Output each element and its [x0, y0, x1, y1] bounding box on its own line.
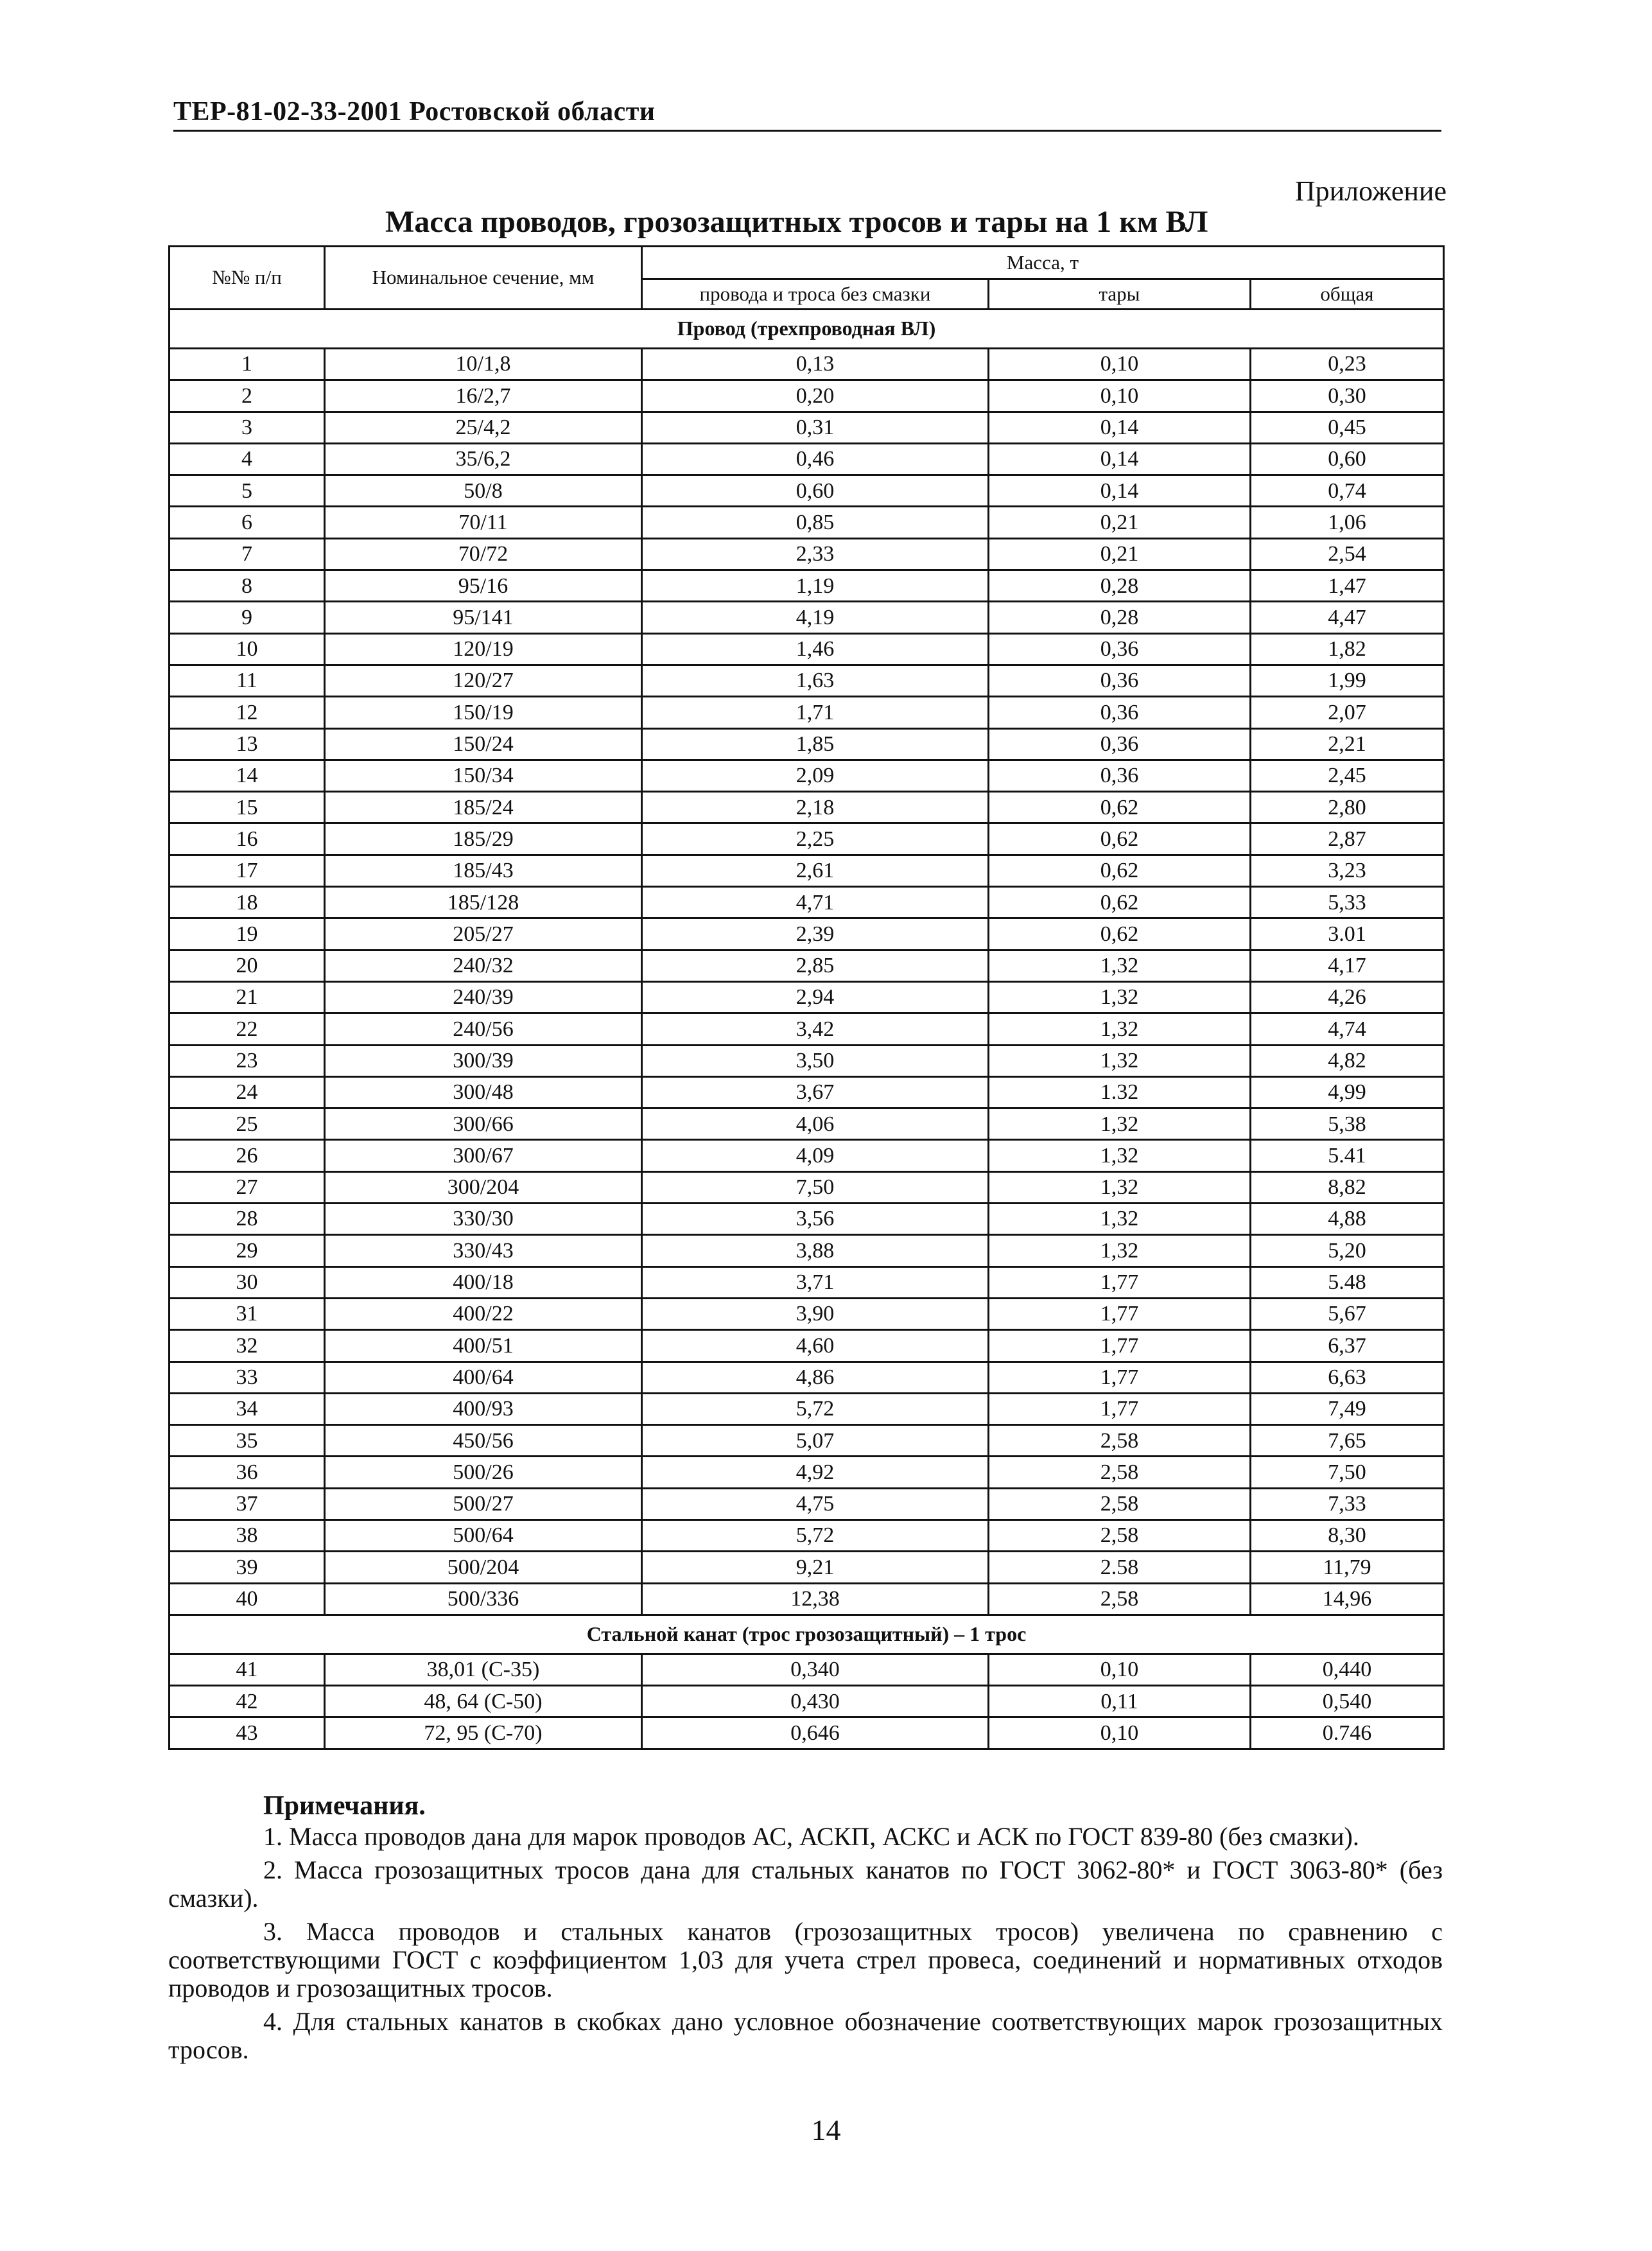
nominal-section-cell: 450/56 [325, 1425, 642, 1457]
row-number-cell: 11 [170, 665, 325, 696]
total-mass-cell: 0,540 [1251, 1686, 1444, 1717]
wire-mass-cell: 0,85 [642, 507, 989, 538]
row-number-cell: 43 [170, 1717, 325, 1749]
tare-mass-cell: 0,62 [989, 855, 1251, 886]
total-mass-cell: 7,33 [1251, 1488, 1444, 1520]
total-mass-cell: 4,99 [1251, 1076, 1444, 1108]
wire-mass-cell: 4,09 [642, 1140, 989, 1171]
table-row [170, 1171, 1444, 1203]
table-row [170, 1552, 1444, 1583]
row-number-cell: 8 [170, 570, 325, 602]
row-number-cell: 12 [170, 697, 325, 728]
table-row [170, 602, 1444, 633]
table-row [170, 918, 1444, 950]
total-mass-cell: 14,96 [1251, 1583, 1444, 1615]
page-number: 14 [811, 2114, 841, 2146]
nominal-section-cell: 35/6,2 [325, 443, 642, 475]
total-mass-cell: 1,47 [1251, 570, 1444, 602]
table-row [170, 1686, 1444, 1717]
table-row [170, 412, 1444, 443]
table-row [170, 507, 1444, 538]
tare-mass-cell: 1,77 [989, 1266, 1251, 1298]
total-mass-cell: 4,82 [1251, 1045, 1444, 1076]
wire-mass-cell: 2,39 [642, 918, 989, 950]
table-row [170, 1583, 1444, 1615]
tare-mass-cell: 0,36 [989, 728, 1251, 760]
wire-mass-cell: 0,31 [642, 412, 989, 443]
row-number-cell: 24 [170, 1076, 325, 1108]
row-number-cell: 17 [170, 855, 325, 886]
total-mass-cell: 3.01 [1251, 918, 1444, 950]
wire-mass-cell: 4,71 [642, 887, 989, 918]
nominal-section-cell: 300/48 [325, 1076, 642, 1108]
table-row [170, 855, 1444, 886]
row-number-cell: 40 [170, 1583, 325, 1615]
document-header: ТЕР-81-02-33-2001 Ростовской области [173, 96, 1441, 132]
total-mass-cell: 0,74 [1251, 475, 1444, 507]
nominal-section-cell: 38,01 (С-35) [325, 1654, 642, 1685]
row-number-cell: 26 [170, 1140, 325, 1171]
wire-mass-cell: 4,60 [642, 1330, 989, 1362]
total-mass-cell: 7,50 [1251, 1457, 1444, 1488]
column-header-number: №№ п/п [170, 247, 325, 310]
row-number-cell: 14 [170, 760, 325, 791]
wire-mass-cell: 12,38 [642, 1583, 989, 1615]
nominal-section-cell: 400/93 [325, 1393, 642, 1424]
total-mass-cell: 11,79 [1251, 1552, 1444, 1583]
tare-mass-cell: 0,10 [989, 349, 1251, 380]
row-number-cell: 38 [170, 1520, 325, 1551]
wire-mass-cell: 0,340 [642, 1654, 989, 1685]
note-item: 2. Масса грозозащитных тросов дана для стальных канатов по ГОСТ 3062-80* и ГОСТ 3063-80* (без смазки). [168, 1855, 1443, 1913]
table-row [170, 1654, 1444, 1685]
row-number-cell: 9 [170, 602, 325, 633]
nominal-section-cell: 240/56 [325, 1013, 642, 1045]
note-item: 4. Для стальных канатов в скобках дано условное обозначение соответствующих марок грозозащитных тросов. [168, 2007, 1443, 2064]
row-number-cell: 19 [170, 918, 325, 950]
row-number-cell: 30 [170, 1266, 325, 1298]
table-row [170, 1076, 1444, 1108]
nominal-section-cell: 500/26 [325, 1457, 642, 1488]
table-row [170, 380, 1444, 412]
table-row [170, 665, 1444, 696]
table-row [170, 1140, 1444, 1171]
nominal-section-cell: 120/19 [325, 633, 642, 665]
table-row [170, 1717, 1444, 1749]
tare-mass-cell: 0,11 [989, 1686, 1251, 1717]
tare-mass-cell: 0,28 [989, 570, 1251, 602]
total-mass-cell: 2,45 [1251, 760, 1444, 791]
wire-mass-cell: 7,50 [642, 1171, 989, 1203]
row-number-cell: 37 [170, 1488, 325, 1520]
tare-mass-cell: 1,32 [989, 1140, 1251, 1171]
total-mass-cell: 7,49 [1251, 1393, 1444, 1424]
tare-mass-cell: 1,77 [989, 1298, 1251, 1329]
row-number-cell: 7 [170, 538, 325, 570]
appendix-label: Приложение [1294, 175, 1447, 207]
tare-mass-cell: 0,36 [989, 633, 1251, 665]
total-mass-cell: 2,54 [1251, 538, 1444, 570]
total-mass-cell: 6,37 [1251, 1330, 1444, 1362]
tare-mass-cell: 0,14 [989, 412, 1251, 443]
column-header-mass-group: Масса, т [642, 247, 1444, 279]
total-mass-cell: 2,21 [1251, 728, 1444, 760]
table-row [170, 792, 1444, 823]
column-header-section: Номинальное сечение, мм [325, 247, 642, 310]
nominal-section-cell: 70/11 [325, 507, 642, 538]
wire-mass-cell: 4,75 [642, 1488, 989, 1520]
total-mass-cell: 0,440 [1251, 1654, 1444, 1685]
total-mass-cell: 8,82 [1251, 1171, 1444, 1203]
total-mass-cell: 4,88 [1251, 1204, 1444, 1235]
total-mass-cell: 4,74 [1251, 1013, 1444, 1045]
tare-mass-cell: 1,77 [989, 1393, 1251, 1424]
nominal-section-cell: 150/34 [325, 760, 642, 791]
total-mass-cell: 5,67 [1251, 1298, 1444, 1329]
notes-heading: Примечания. [263, 1791, 426, 1821]
table-row [170, 823, 1444, 855]
row-number-cell: 21 [170, 981, 325, 1013]
tare-mass-cell: 0,62 [989, 792, 1251, 823]
wire-mass-cell: 5,72 [642, 1520, 989, 1551]
row-number-cell: 39 [170, 1552, 325, 1583]
row-number-cell: 22 [170, 1013, 325, 1045]
tare-mass-cell: 0,28 [989, 602, 1251, 633]
tare-mass-cell: 1.32 [989, 1076, 1251, 1108]
table-row [170, 633, 1444, 665]
row-number-cell: 18 [170, 887, 325, 918]
tare-mass-cell: 1,77 [989, 1330, 1251, 1362]
total-mass-cell: 2,80 [1251, 792, 1444, 823]
total-mass-cell: 3,23 [1251, 855, 1444, 886]
nominal-section-cell: 150/19 [325, 697, 642, 728]
note-item: 1. Масса проводов дана для марок проводов АС, АСКП, АСКС и АСК по ГОСТ 839-80 (без смазки). [263, 1822, 1359, 1851]
table-row [170, 443, 1444, 475]
wire-mass-cell: 2,33 [642, 538, 989, 570]
wire-mass-cell: 1,19 [642, 570, 989, 602]
total-mass-cell: 2,87 [1251, 823, 1444, 855]
row-number-cell: 34 [170, 1393, 325, 1424]
row-number-cell: 10 [170, 633, 325, 665]
total-mass-cell: 0.746 [1251, 1717, 1444, 1749]
tare-mass-cell: 2,58 [989, 1425, 1251, 1457]
wire-mass-cell: 2,09 [642, 760, 989, 791]
nominal-section-cell: 72, 95 (С-70) [325, 1717, 642, 1749]
nominal-section-cell: 16/2,7 [325, 380, 642, 412]
nominal-section-cell: 205/27 [325, 918, 642, 950]
table-row [170, 570, 1444, 602]
wire-mass-cell: 3,50 [642, 1045, 989, 1076]
column-header-total-mass: общая [1251, 279, 1444, 310]
total-mass-cell: 5,20 [1251, 1235, 1444, 1266]
tare-mass-cell: 0,62 [989, 887, 1251, 918]
nominal-section-cell: 185/43 [325, 855, 642, 886]
tare-mass-cell: 2.58 [989, 1552, 1251, 1583]
tare-mass-cell: 0,36 [989, 697, 1251, 728]
nominal-section-cell: 120/27 [325, 665, 642, 696]
nominal-section-cell: 185/29 [325, 823, 642, 855]
tare-mass-cell: 2,58 [989, 1457, 1251, 1488]
row-number-cell: 25 [170, 1108, 325, 1140]
nominal-section-cell: 400/51 [325, 1330, 642, 1362]
nominal-section-cell: 500/27 [325, 1488, 642, 1520]
total-mass-cell: 6,63 [1251, 1362, 1444, 1393]
tare-mass-cell: 1,77 [989, 1362, 1251, 1393]
nominal-section-cell: 10/1,8 [325, 349, 642, 380]
tare-mass-cell: 2,58 [989, 1488, 1251, 1520]
row-number-cell: 41 [170, 1654, 325, 1685]
tare-mass-cell: 0,10 [989, 1717, 1251, 1749]
total-mass-cell: 0,45 [1251, 412, 1444, 443]
wire-mass-cell: 5,07 [642, 1425, 989, 1457]
table-title: Масса проводов, грозозащитных тросов и тары на 1 км ВЛ [385, 205, 1208, 239]
tare-mass-cell: 1,32 [989, 1013, 1251, 1045]
table-row [170, 1520, 1444, 1551]
row-number-cell: 16 [170, 823, 325, 855]
wire-mass-cell: 0,46 [642, 443, 989, 475]
wire-mass-cell: 1,71 [642, 697, 989, 728]
tare-mass-cell: 0,21 [989, 538, 1251, 570]
table-row [170, 1425, 1444, 1457]
row-number-cell: 15 [170, 792, 325, 823]
nominal-section-cell: 150/24 [325, 728, 642, 760]
row-number-cell: 32 [170, 1330, 325, 1362]
mass-table [168, 245, 1445, 1750]
total-mass-cell: 1,99 [1251, 665, 1444, 696]
nominal-section-cell: 300/204 [325, 1171, 642, 1203]
tare-mass-cell: 0,14 [989, 443, 1251, 475]
nominal-section-cell: 500/64 [325, 1520, 642, 1551]
nominal-section-cell: 330/43 [325, 1235, 642, 1266]
tare-mass-cell: 2,58 [989, 1583, 1251, 1615]
note-item: 3. Масса проводов и стальных канатов (грозозащитных тросов) увеличена по сравнению с соответствующими ГОСТ с коэффициентом 1,03 для учета стрел провеса, соединений и нормативных отходов проводов и грозозащитных тросов. [168, 1917, 1443, 2002]
wire-mass-cell: 0,646 [642, 1717, 989, 1749]
row-number-cell: 35 [170, 1425, 325, 1457]
wire-mass-cell: 4,19 [642, 602, 989, 633]
nominal-section-cell: 300/67 [325, 1140, 642, 1171]
row-number-cell: 29 [170, 1235, 325, 1266]
nominal-section-cell: 400/64 [325, 1362, 642, 1393]
table-row [170, 1045, 1444, 1076]
wire-mass-cell: 2,61 [642, 855, 989, 886]
table-row [170, 1108, 1444, 1140]
nominal-section-cell: 50/8 [325, 475, 642, 507]
table-row [170, 1488, 1444, 1520]
section-heading-wire: Провод (трехпроводная ВЛ) [170, 310, 1444, 349]
wire-mass-cell: 2,94 [642, 981, 989, 1013]
nominal-section-cell: 25/4,2 [325, 412, 642, 443]
tare-mass-cell: 2,58 [989, 1520, 1251, 1551]
nominal-section-cell: 500/336 [325, 1583, 642, 1615]
table-row [170, 1204, 1444, 1235]
tare-mass-cell: 0,10 [989, 380, 1251, 412]
row-number-cell: 31 [170, 1298, 325, 1329]
table-row [170, 697, 1444, 728]
tare-mass-cell: 1,32 [989, 981, 1251, 1013]
tare-mass-cell: 1,32 [989, 950, 1251, 981]
table-row [170, 1235, 1444, 1266]
wire-mass-cell: 3,71 [642, 1266, 989, 1298]
wire-mass-cell: 4,86 [642, 1362, 989, 1393]
wire-mass-cell: 3,42 [642, 1013, 989, 1045]
total-mass-cell: 4,17 [1251, 950, 1444, 981]
table-row [170, 349, 1444, 380]
table-row [170, 538, 1444, 570]
wire-mass-cell: 5,72 [642, 1393, 989, 1424]
total-mass-cell: 8,30 [1251, 1520, 1444, 1551]
wire-mass-cell: 3,88 [642, 1235, 989, 1266]
nominal-section-cell: 240/32 [325, 950, 642, 981]
row-number-cell: 27 [170, 1171, 325, 1203]
total-mass-cell: 0,23 [1251, 349, 1444, 380]
table-row [170, 1362, 1444, 1393]
wire-mass-cell: 3,67 [642, 1076, 989, 1108]
nominal-section-cell: 330/30 [325, 1204, 642, 1235]
row-number-cell: 36 [170, 1457, 325, 1488]
tare-mass-cell: 0,10 [989, 1654, 1251, 1685]
total-mass-cell: 5.41 [1251, 1140, 1444, 1171]
nominal-section-cell: 70/72 [325, 538, 642, 570]
tare-mass-cell: 0,36 [989, 760, 1251, 791]
wire-mass-cell: 1,46 [642, 633, 989, 665]
notes-block [168, 1792, 1443, 2069]
row-number-cell: 13 [170, 728, 325, 760]
table-row [170, 1393, 1444, 1424]
row-number-cell: 2 [170, 380, 325, 412]
nominal-section-cell: 400/22 [325, 1298, 642, 1329]
total-mass-cell: 0,30 [1251, 380, 1444, 412]
wire-mass-cell: 3,56 [642, 1204, 989, 1235]
tare-mass-cell: 1,32 [989, 1235, 1251, 1266]
row-number-cell: 33 [170, 1362, 325, 1393]
wire-mass-cell: 2,85 [642, 950, 989, 981]
row-number-cell: 6 [170, 507, 325, 538]
row-number-cell: 23 [170, 1045, 325, 1076]
table-row [170, 475, 1444, 507]
column-header-wire-mass: провода и троса без смазки [642, 279, 989, 310]
nominal-section-cell: 95/141 [325, 602, 642, 633]
total-mass-cell: 5,38 [1251, 1108, 1444, 1140]
nominal-section-cell: 185/24 [325, 792, 642, 823]
total-mass-cell: 4,47 [1251, 602, 1444, 633]
wire-mass-cell: 0,13 [642, 349, 989, 380]
wire-mass-cell: 0,430 [642, 1686, 989, 1717]
total-mass-cell: 5.48 [1251, 1266, 1444, 1298]
total-mass-cell: 2,07 [1251, 697, 1444, 728]
nominal-section-cell: 48, 64 (С-50) [325, 1686, 642, 1717]
table-row [170, 950, 1444, 981]
wire-mass-cell: 3,90 [642, 1298, 989, 1329]
row-number-cell: 5 [170, 475, 325, 507]
total-mass-cell: 1,06 [1251, 507, 1444, 538]
tare-mass-cell: 1,32 [989, 1108, 1251, 1140]
tare-mass-cell: 0,21 [989, 507, 1251, 538]
nominal-section-cell: 185/128 [325, 887, 642, 918]
table-row [170, 1330, 1444, 1362]
nominal-section-cell: 400/18 [325, 1266, 642, 1298]
table-row [170, 1266, 1444, 1298]
table-row [170, 1013, 1444, 1045]
row-number-cell: 42 [170, 1686, 325, 1717]
wire-mass-cell: 2,18 [642, 792, 989, 823]
wire-mass-cell: 9,21 [642, 1552, 989, 1583]
wire-mass-cell: 1,63 [642, 665, 989, 696]
row-number-cell: 20 [170, 950, 325, 981]
tare-mass-cell: 1,32 [989, 1204, 1251, 1235]
section-heading-steel-rope: Стальной канат (трос грозозащитный) – 1 трос [170, 1615, 1444, 1654]
tare-mass-cell: 1,32 [989, 1045, 1251, 1076]
nominal-section-cell: 300/66 [325, 1108, 642, 1140]
table-row [170, 887, 1444, 918]
nominal-section-cell: 300/39 [325, 1045, 642, 1076]
tare-mass-cell: 0,14 [989, 475, 1251, 507]
nominal-section-cell: 500/204 [325, 1552, 642, 1583]
row-number-cell: 1 [170, 349, 325, 380]
wire-mass-cell: 4,06 [642, 1108, 989, 1140]
wire-mass-cell: 0,60 [642, 475, 989, 507]
nominal-section-cell: 95/16 [325, 570, 642, 602]
table-row [170, 1457, 1444, 1488]
wire-mass-cell: 4,92 [642, 1457, 989, 1488]
tare-mass-cell: 0,62 [989, 918, 1251, 950]
total-mass-cell: 7,65 [1251, 1425, 1444, 1457]
total-mass-cell: 4,26 [1251, 981, 1444, 1013]
wire-mass-cell: 2,25 [642, 823, 989, 855]
tare-mass-cell: 0,36 [989, 665, 1251, 696]
total-mass-cell: 0,60 [1251, 443, 1444, 475]
table-row [170, 760, 1444, 791]
table-row [170, 728, 1444, 760]
column-header-tare-mass: тары [989, 279, 1251, 310]
row-number-cell: 3 [170, 412, 325, 443]
table-row [170, 1298, 1444, 1329]
total-mass-cell: 5,33 [1251, 887, 1444, 918]
row-number-cell: 4 [170, 443, 325, 475]
table-row [170, 981, 1444, 1013]
tare-mass-cell: 0,62 [989, 823, 1251, 855]
wire-mass-cell: 0,20 [642, 380, 989, 412]
wire-mass-cell: 1,85 [642, 728, 989, 760]
nominal-section-cell: 240/39 [325, 981, 642, 1013]
row-number-cell: 28 [170, 1204, 325, 1235]
tare-mass-cell: 1,32 [989, 1171, 1251, 1203]
total-mass-cell: 1,82 [1251, 633, 1444, 665]
